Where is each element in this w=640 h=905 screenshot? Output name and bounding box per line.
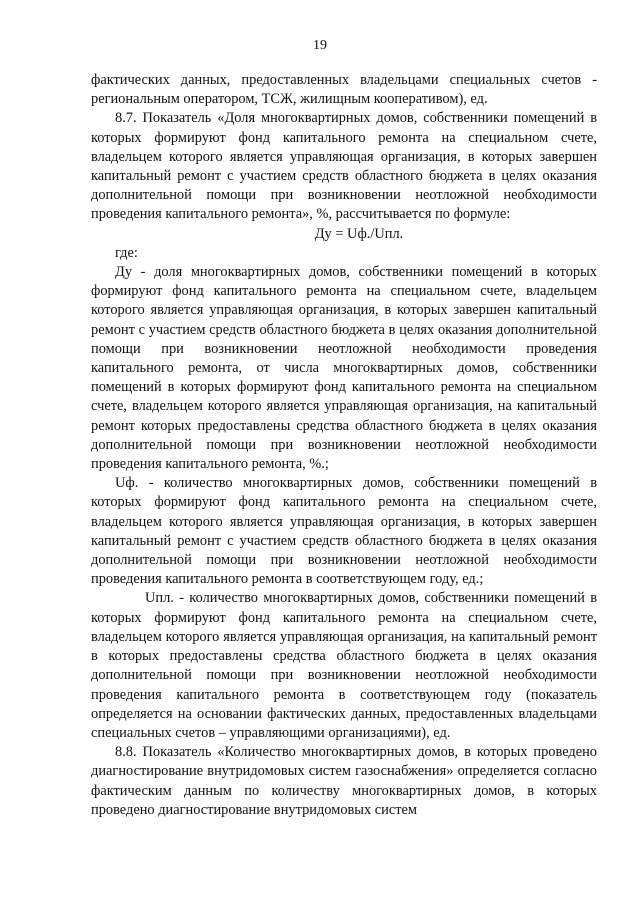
paragraph-8-8: 8.8. Показатель «Количество многоквартирных домов, в которых проведено диагностирование внутридомовых систем газоснабжения» определяется согласно фактическим данным по количеству многоквартирных домов, в которых проведено диагностирование внутридомовых систем: [91, 744, 597, 818]
paragraph-continuation: фактических данных, предоставленных владельцами специальных счетов - региональным оператором, ТСЖ, жилищным кооперативом), ед.: [91, 72, 597, 108]
page-number: 19: [313, 38, 327, 53]
definition-upl: Uпл. - количество многоквартирных домов, собственники помещений в которых формируют фонд капитального ремонта на специальном счете, владельцем которого является управляющая организация, на капитальный ремонт в которых предоставлены средства областного бюджета в целях оказания дополнительной помощи при возникновении неотложной необходимости проведения капитального ремонта в соответствующем году (показатель определяется на основании фактических данных, предоставленных владельцами специальных счетов – управляющими организациями), ед.: [91, 590, 597, 741]
definition-du: Ду - доля многоквартирных домов, собственники помещений в которых формируют фонд капитального ремонта на специальном счете, владельцем которого является управляющая организация, в которых завершен капитальный ремонт с участием средств областного бюджета в целях оказания дополнительной помощи при возникновении неотложной необходимости проведения капитального ремонта, от числа многоквартирных домов, собственники помещений в которых формируют фонд капитального ремонта на специальном счете, владельцем которого является управляющая организация, на капитальный ремонт которых предоставлены средства областного бюджета в целях оказания дополнительной помощи при возникновении неотложной необходимости проведения капитального ремонта, %.;: [91, 264, 597, 473]
where-label: где:: [115, 244, 138, 261]
definition-uf: Uф. - количество многоквартирных домов, собственники помещений в которых формируют фонд капитального ремонта на специальном счете, владельцем которого является управляющая организация, в которых завершен капитальный ремонт с участием средств областного бюджета в целях оказания дополнительной помощи при возникновении неотложной необходимости проведения капитального ремонта в соответствующем году, ед.;: [91, 475, 597, 588]
document-body: [91, 71, 597, 820]
formula: Ду = Uф./Uпл.: [314, 225, 404, 242]
paragraph-8-7: 8.7. Показатель «Доля многоквартирных домов, собственники помещений в которых формируют фонд капитального ремонта на специальном счете, владельцем которого является управляющая организация, в которых завершен капитальный ремонт с участием средств областного бюджета в целях оказания дополнительной помощи при возникновении неотложной необходимости проведения капитального ремонта», %, рассчитывается по формуле:: [91, 110, 597, 223]
